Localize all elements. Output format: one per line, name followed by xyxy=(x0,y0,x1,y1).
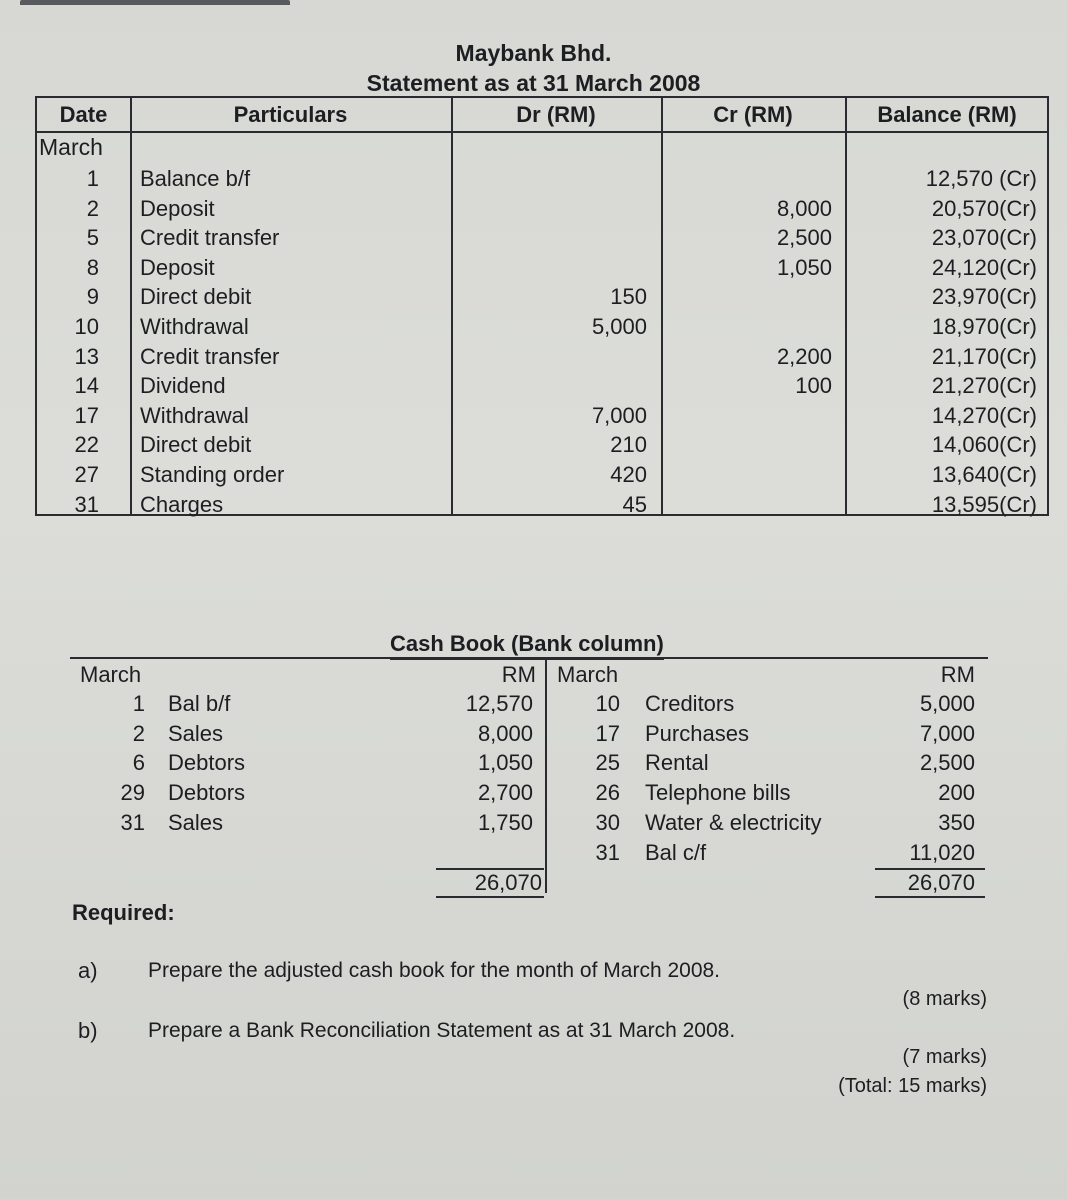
cashbook-center-rule xyxy=(545,657,547,893)
debit-date: 31 xyxy=(120,809,145,835)
row-date: 31 xyxy=(74,491,99,517)
row-date: 22 xyxy=(74,432,99,458)
row-cr-amount: 8,000 xyxy=(776,195,832,221)
total-marks: (Total: 15 marks) xyxy=(838,1075,987,1097)
question-b-label: b) xyxy=(78,1018,98,1043)
header-cr: Cr (RM) xyxy=(713,102,793,127)
cropped-text-fragment xyxy=(20,0,290,13)
row-dr-amount: 45 xyxy=(622,491,647,517)
statement-subtitle: Statement as at 31 March 2008 xyxy=(366,70,701,96)
row-particulars: Charges xyxy=(140,491,224,517)
row-date: 27 xyxy=(74,462,99,487)
cashbook-left-total: 26,070 xyxy=(436,868,544,898)
row-dr-amount: 5,000 xyxy=(591,314,647,339)
row-date: 17 xyxy=(74,402,99,428)
row-particulars: Credit transfer xyxy=(140,225,280,251)
cashbook-right-total: 26,070 xyxy=(875,868,985,898)
question-b-marks: (7 marks) xyxy=(902,1046,987,1068)
row-dr-amount: 150 xyxy=(610,284,647,310)
row-cr-amount: 1,050 xyxy=(776,254,832,280)
debit-amount: 12,570 xyxy=(465,691,533,716)
row-date: 9 xyxy=(86,284,99,310)
row-particulars: Credit transfer xyxy=(140,343,280,369)
column-divider xyxy=(130,98,132,514)
row-balance: 21,270(Cr) xyxy=(931,373,1037,399)
row-balance: 23,070(Cr) xyxy=(931,225,1037,251)
row-cr-amount: 100 xyxy=(795,373,832,399)
row-date: 5 xyxy=(86,225,99,251)
bank-statement-table xyxy=(35,96,1049,516)
cashbook-title: Cash Book (Bank column) xyxy=(390,631,664,660)
credit-date: 25 xyxy=(595,750,620,776)
debit-date: 29 xyxy=(120,780,145,806)
row-particulars: Deposit xyxy=(140,254,215,280)
credit-amount: 200 xyxy=(938,780,975,806)
debit-item: Sales xyxy=(168,809,224,835)
debit-amount: 1,050 xyxy=(477,750,533,776)
row-particulars: Standing order xyxy=(140,462,285,487)
credit-item: Rental xyxy=(645,750,709,776)
cashbook-left-month: March xyxy=(80,662,142,687)
row-balance: 12,570 (Cr) xyxy=(925,166,1037,191)
credit-amount: 7,000 xyxy=(919,720,975,746)
credit-item: Water & electricity xyxy=(645,809,822,835)
credit-amount: 2,500 xyxy=(919,750,975,776)
credit-amount: 11,020 xyxy=(909,839,975,865)
row-particulars: Deposit xyxy=(140,195,215,221)
credit-date: 30 xyxy=(595,809,620,835)
question-b-text: Prepare a Bank Reconciliation Statement as at 31 March 2008. xyxy=(148,1019,736,1042)
debit-item: Bal b/f xyxy=(168,691,231,716)
debit-item: Debtors xyxy=(168,750,246,776)
row-particulars: Direct debit xyxy=(140,432,252,458)
debit-amount: 8,000 xyxy=(477,720,533,746)
cashbook-right-month: March xyxy=(557,662,619,687)
cashbook-left-unit: RM xyxy=(501,662,536,687)
header-date: Date xyxy=(59,102,108,127)
cashbook-top-rule xyxy=(70,657,988,659)
row-dr-amount: 420 xyxy=(610,462,647,487)
header-particulars: Particulars xyxy=(233,102,348,127)
required-heading: Required: xyxy=(72,900,175,925)
debit-item: Debtors xyxy=(168,780,246,806)
credit-amount: 5,000 xyxy=(919,691,975,716)
credit-date: 17 xyxy=(595,720,620,746)
column-divider xyxy=(661,98,663,514)
credit-item: Telephone bills xyxy=(645,780,791,806)
debit-date: 6 xyxy=(132,750,145,776)
debit-amount: 1,750 xyxy=(477,809,533,835)
row-date: 1 xyxy=(86,166,99,191)
debit-date: 2 xyxy=(132,720,145,746)
row-cr-amount: 2,500 xyxy=(776,225,832,251)
row-balance: 20,570(Cr) xyxy=(931,195,1037,221)
row-particulars: Withdrawal xyxy=(140,402,249,428)
header-dr: Dr (RM) xyxy=(516,102,596,127)
credit-amount: 350 xyxy=(938,809,975,835)
row-balance: 14,060(Cr) xyxy=(931,432,1037,458)
row-date: 14 xyxy=(74,373,99,399)
cashbook-right-unit: RM xyxy=(940,662,975,687)
row-dr-amount: 7,000 xyxy=(591,402,647,428)
month-label: March xyxy=(39,134,103,160)
debit-amount: 2,700 xyxy=(477,780,533,806)
bank-name-title: Maybank Bhd. xyxy=(455,40,612,66)
row-balance: 24,120(Cr) xyxy=(931,254,1037,280)
row-dr-amount: 210 xyxy=(610,432,647,458)
row-particulars: Balance b/f xyxy=(140,166,251,191)
row-date: 2 xyxy=(86,195,99,221)
credit-item: Purchases xyxy=(645,720,749,746)
credit-date: 31 xyxy=(595,839,620,865)
row-date: 13 xyxy=(74,343,99,369)
row-balance: 18,970(Cr) xyxy=(931,314,1037,339)
row-balance: 13,595(Cr) xyxy=(931,491,1037,517)
question-a-marks: (8 marks) xyxy=(902,988,987,1010)
row-particulars: Dividend xyxy=(140,373,226,399)
row-balance: 14,270(Cr) xyxy=(931,402,1037,428)
question-a-label: a) xyxy=(78,958,98,983)
row-cr-amount: 2,200 xyxy=(776,343,832,369)
row-balance: 13,640(Cr) xyxy=(931,462,1037,487)
row-particulars: Direct debit xyxy=(140,284,252,310)
debit-item: Sales xyxy=(168,720,224,746)
credit-item: Bal c/f xyxy=(645,839,707,865)
row-balance: 23,970(Cr) xyxy=(931,284,1037,310)
row-balance: 21,170(Cr) xyxy=(931,343,1037,369)
credit-date: 26 xyxy=(595,780,620,806)
credit-date: 10 xyxy=(595,691,620,716)
row-particulars: Withdrawal xyxy=(140,314,249,339)
row-date: 8 xyxy=(86,254,99,280)
question-a-text: Prepare the adjusted cash book for the month of March 2008. xyxy=(148,959,721,982)
debit-date: 1 xyxy=(132,691,145,716)
credit-item: Creditors xyxy=(645,691,735,716)
row-date: 10 xyxy=(74,314,99,339)
header-balance: Balance (RM) xyxy=(877,102,1017,127)
header-divider xyxy=(37,131,1047,133)
